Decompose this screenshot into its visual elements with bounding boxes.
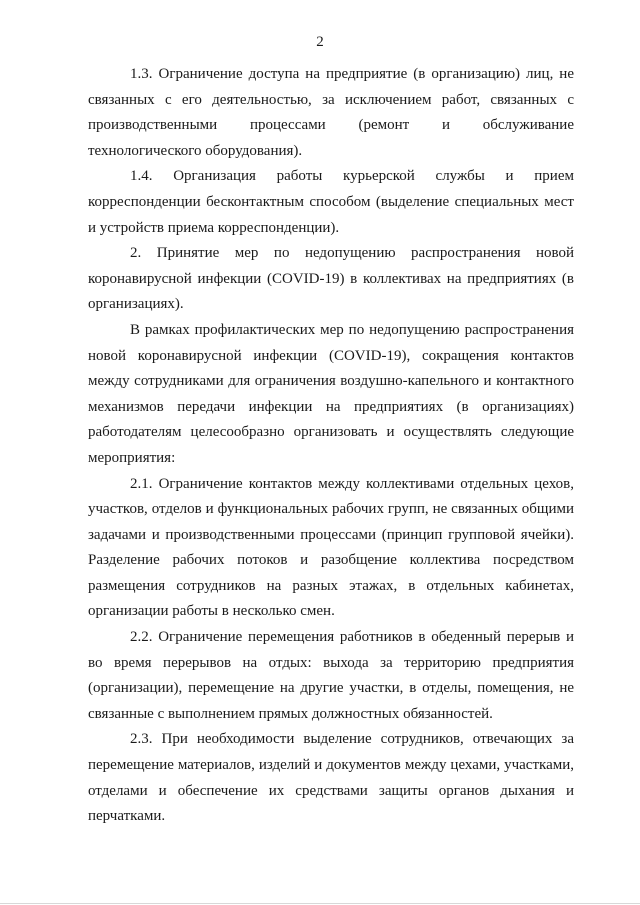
paragraph-measures-intro: В рамках профилактических мер по недопущению распространения новой коронавирусной инфекции (COVID-19), сокращения контактов между сотрудниками для ограничения воздушно-капельного и контактного механизмов передачи инфекции на предприятиях (в организациях) работодателям целесообразно организовать и осуществлять следующие мероприятия: xyxy=(88,321,574,466)
paragraph-2-3: 2.3. При необходимости выделение сотрудников, отвечающих за перемещение материалов, изделий и документов между цехами, участками, отделами и обеспечение их средствами защиты органов дыхания и перчатками. xyxy=(88,731,574,825)
paragraph-2-1: 2.1. Ограничение контактов между коллективами отдельных цехов, участков, отделов и функциональных рабочих групп, не связанных общими задачами и производственными процессами (принцип групповой ячейки). Разделение рабочих потоков и разобщение коллектива посредством размещения сотрудников на разных этажах, в отдельных кабинетах, организации работы в несколько смен. xyxy=(88,475,574,620)
document-body xyxy=(88,62,574,830)
page-number: 2 xyxy=(316,34,324,50)
page-bottom-edge xyxy=(0,903,640,904)
paragraph-2-2: 2.2. Ограничение перемещения работников в обеденный перерыв и во время перерывов на отдых: выхода за территорию предприятия (организации), перемещение на другие участки, в отделы, помещения, не связанные с выполнением прямых должностных обязанностей. xyxy=(88,629,574,722)
paragraph-2: 2. Принятие мер по недопущению распространения новой коронавирусной инфекции (COVID-19) в коллективах на предприятиях (в организациях). xyxy=(88,245,574,313)
paragraph-1-3: 1.3. Ограничение доступа на предприятие (в организацию) лиц, не связанных с его деятельностью, за исключением работ, связанных с производственными процессами (ремонт и обслуживание технологического оборудования). xyxy=(88,66,574,159)
paragraph-1-4: 1.4. Организация работы курьерской службы и прием корреспонденции бесконтактным способом (выделение специальных мест и устройств приема корреспонденции). xyxy=(88,168,574,236)
